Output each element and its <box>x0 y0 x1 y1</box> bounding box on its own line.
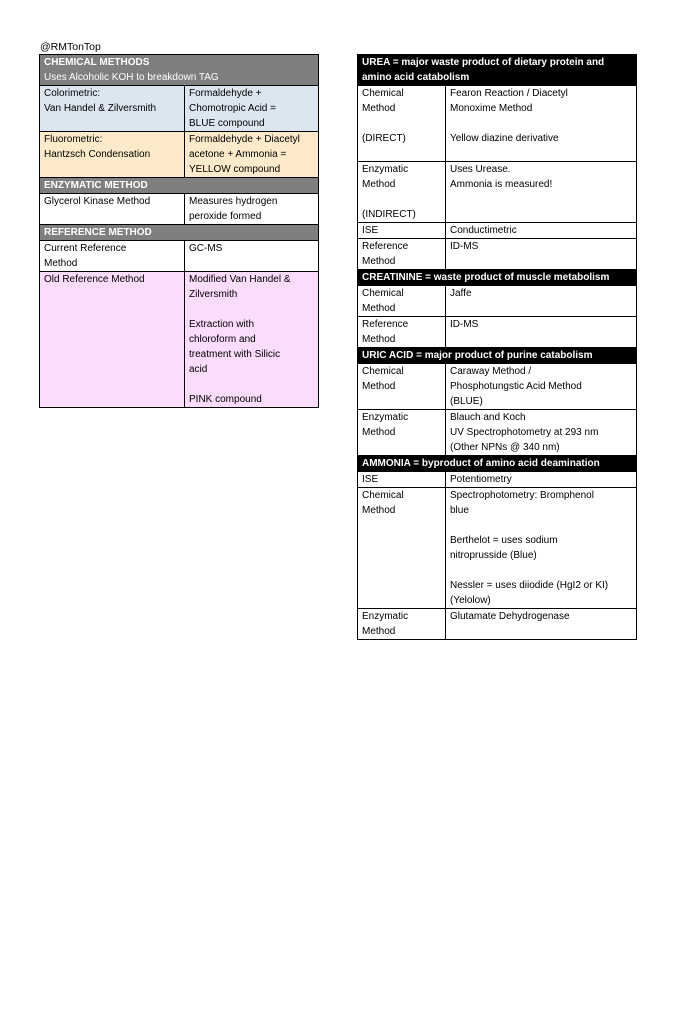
creatinine-header: CREATININE = waste product of muscle metabolism <box>358 270 637 286</box>
ammonia-ise-label: ISE <box>358 472 446 488</box>
cell-line <box>450 563 632 578</box>
cell-line: amino acid catabolism <box>362 72 470 83</box>
current-reference-label <box>40 241 185 272</box>
cell-line: Method <box>362 103 396 114</box>
cell-line <box>450 116 632 131</box>
fluorometric-row <box>40 132 319 178</box>
cell-line: acetone + Ammonia = <box>189 149 287 160</box>
fluorometric-label <box>40 132 185 178</box>
urea-chemical-row <box>358 86 637 162</box>
cell-line: Method <box>362 381 396 392</box>
cell-line: Method <box>362 626 396 637</box>
urea-header-row <box>358 55 637 86</box>
cell-line: Reference <box>362 319 409 330</box>
urea-header <box>358 55 637 86</box>
cell-line: (Yelolow) <box>450 595 491 606</box>
cell-line: (INDIRECT) <box>362 209 416 220</box>
cell-line: Chemical <box>362 366 404 377</box>
cell-line: Enzymatic <box>362 164 409 175</box>
uric-acid-header-row <box>358 348 637 364</box>
ammonia-enzymatic-row <box>358 609 637 640</box>
cell-line: Phosphotungstic Acid Method <box>450 381 582 392</box>
urea-ise-label: ISE <box>358 223 446 239</box>
uric-enzymatic-label <box>358 410 446 456</box>
creatinine-chemical-row <box>358 286 637 317</box>
cell-line: Ammonia is measured! <box>450 179 553 190</box>
cell-line: Method <box>362 303 396 314</box>
ammonia-ise-desc: Potentiometry <box>446 472 637 488</box>
ammonia-header-row <box>358 456 637 472</box>
urea-enzymatic-label <box>358 162 446 223</box>
cell-line: (BLUE) <box>450 396 483 407</box>
cell-spacer <box>362 146 441 161</box>
ammonia-enzymatic-label <box>358 609 446 640</box>
cell-line: Zilversmith <box>189 289 238 300</box>
cell-line <box>362 116 441 131</box>
current-reference-desc: GC-MS <box>185 241 319 272</box>
ammonia-chemical-row <box>358 488 637 609</box>
urea-reference-row <box>358 239 637 270</box>
cell-line: Hantzsch Condensation <box>44 149 151 160</box>
uric-enzymatic-desc <box>446 410 637 456</box>
chemical-methods-title: CHEMICAL METHODS <box>44 57 150 68</box>
colorimetric-label <box>40 86 185 132</box>
enzymatic-method-header-row <box>40 178 319 194</box>
chemical-methods-subtitle: Uses Alcoholic KOH to breakdown TAG <box>44 72 219 83</box>
cell-line: Extraction with <box>189 319 255 330</box>
reference-method-header-row <box>40 225 319 241</box>
cell-line: Method <box>362 179 396 190</box>
chemical-methods-header-row <box>40 55 319 86</box>
colorimetric-desc <box>185 86 319 132</box>
cell-line: BLUE compound <box>189 118 265 129</box>
npn-methods-table <box>357 54 637 640</box>
cell-line: blue <box>450 505 469 516</box>
cell-line: Enzymatic <box>362 412 409 423</box>
cell-line: Modified Van Handel & <box>189 274 291 285</box>
creatinine-reference-label <box>358 317 446 348</box>
cell-line: Fearon Reaction / Diacetyl <box>450 88 568 99</box>
cell-line: Fluorometric: <box>44 134 103 145</box>
cell-line: Monoxime Method <box>450 103 533 114</box>
urea-ise-row <box>358 223 637 239</box>
cell-line: PINK compound <box>189 394 262 405</box>
cell-line: Chemical <box>362 490 404 501</box>
creatinine-chemical-label <box>358 286 446 317</box>
cell-line: Method <box>362 505 396 516</box>
creatinine-reference-row <box>358 317 637 348</box>
creatinine-header-row <box>358 270 637 286</box>
urea-enzymatic-row <box>358 162 637 223</box>
cell-line <box>362 192 441 207</box>
colorimetric-row <box>40 86 319 132</box>
old-reference-row <box>40 272 319 408</box>
creatinine-chemical-desc: Jaffe <box>446 286 637 317</box>
glycerol-kinase-row <box>40 194 319 225</box>
cell-line: Chemical <box>362 88 404 99</box>
cell-line: peroxide formed <box>189 211 262 222</box>
cell-line: Chemical <box>362 288 404 299</box>
cell-line: chloroform and <box>189 334 256 345</box>
urea-reference-desc: ID-MS <box>446 239 637 270</box>
cell-line <box>450 518 632 533</box>
cell-line: Method <box>362 334 396 345</box>
cell-line: Enzymatic <box>362 611 409 622</box>
cell-line: UV Spectrophotometry at 293 nm <box>450 427 599 438</box>
cell-line: Measures hydrogen <box>189 196 278 207</box>
uric-chemical-label <box>358 364 446 410</box>
cell-line: Uses Urease. <box>450 164 511 175</box>
cell-line: Method <box>362 256 396 267</box>
ammonia-ise-row <box>358 472 637 488</box>
cell-line: UREA = major waste product of dietary protein and <box>362 57 605 68</box>
cell-line: (Other NPNs @ 340 nm) <box>450 442 560 453</box>
creatinine-reference-desc: ID-MS <box>446 317 637 348</box>
urea-chemical-desc <box>446 86 637 162</box>
glycerol-kinase-label: Glycerol Kinase Method <box>40 194 185 225</box>
uric-enzymatic-row <box>358 410 637 456</box>
cell-line: Chomotropic Acid = <box>189 103 276 114</box>
ammonia-chemical-desc <box>446 488 637 609</box>
cell-line: acid <box>189 364 208 375</box>
old-reference-desc <box>185 272 319 408</box>
cell-line: Formaldehyde + Diacetyl <box>189 134 300 145</box>
urea-reference-label <box>358 239 446 270</box>
cell-line: (DIRECT) <box>362 133 406 144</box>
reference-method-header: REFERENCE METHOD <box>40 225 319 241</box>
current-reference-row <box>40 241 319 272</box>
cell-line: Reference <box>362 241 409 252</box>
ammonia-header: AMMONIA = byproduct of amino acid deamination <box>358 456 637 472</box>
cell-line: Colorimetric: <box>44 88 101 99</box>
cell-line: Method <box>44 258 78 269</box>
urea-enzymatic-desc <box>446 162 637 223</box>
cell-line <box>189 302 314 317</box>
cell-line: Method <box>362 427 396 438</box>
cell-line: Blauch and Koch <box>450 412 526 423</box>
cell-line: YELLOW compound <box>189 164 281 175</box>
cell-line <box>189 377 314 392</box>
cell-line: Spectrophotometry: Bromphenol <box>450 490 594 501</box>
ammonia-enzymatic-desc: Glutamate Dehydrogenase <box>446 609 637 640</box>
uric-chemical-desc <box>446 364 637 410</box>
glycerol-kinase-desc <box>185 194 319 225</box>
cell-line: Caraway Method / <box>450 366 532 377</box>
author-handle: @RMTonTop <box>40 41 101 53</box>
cell-line: Berthelot = uses sodium <box>450 535 558 546</box>
triglyceride-methods-table <box>39 54 319 408</box>
cell-line: nitroprusside (Blue) <box>450 550 537 561</box>
fluorometric-desc <box>185 132 319 178</box>
urea-ise-desc: Conductimetric <box>446 223 637 239</box>
cell-line: Yellow diazine derivative <box>450 133 559 144</box>
cell-line: Van Handel & Zilversmith <box>44 103 157 114</box>
cell-line: Current Reference <box>44 243 127 254</box>
uric-acid-header: URIC ACID = major product of purine catabolism <box>358 348 637 364</box>
ammonia-chemical-label <box>358 488 446 609</box>
old-reference-label: Old Reference Method <box>40 272 185 408</box>
urea-chemical-label <box>358 86 446 162</box>
cell-line: Nessler = uses diiodide (HgI2 or KI) <box>450 580 609 591</box>
cell-line: Formaldehyde + <box>189 88 262 99</box>
enzymatic-method-header: ENZYMATIC METHOD <box>40 178 319 194</box>
cell-line: treatment with Silicic <box>189 349 281 360</box>
chemical-methods-header <box>40 55 319 86</box>
uric-chemical-row <box>358 364 637 410</box>
